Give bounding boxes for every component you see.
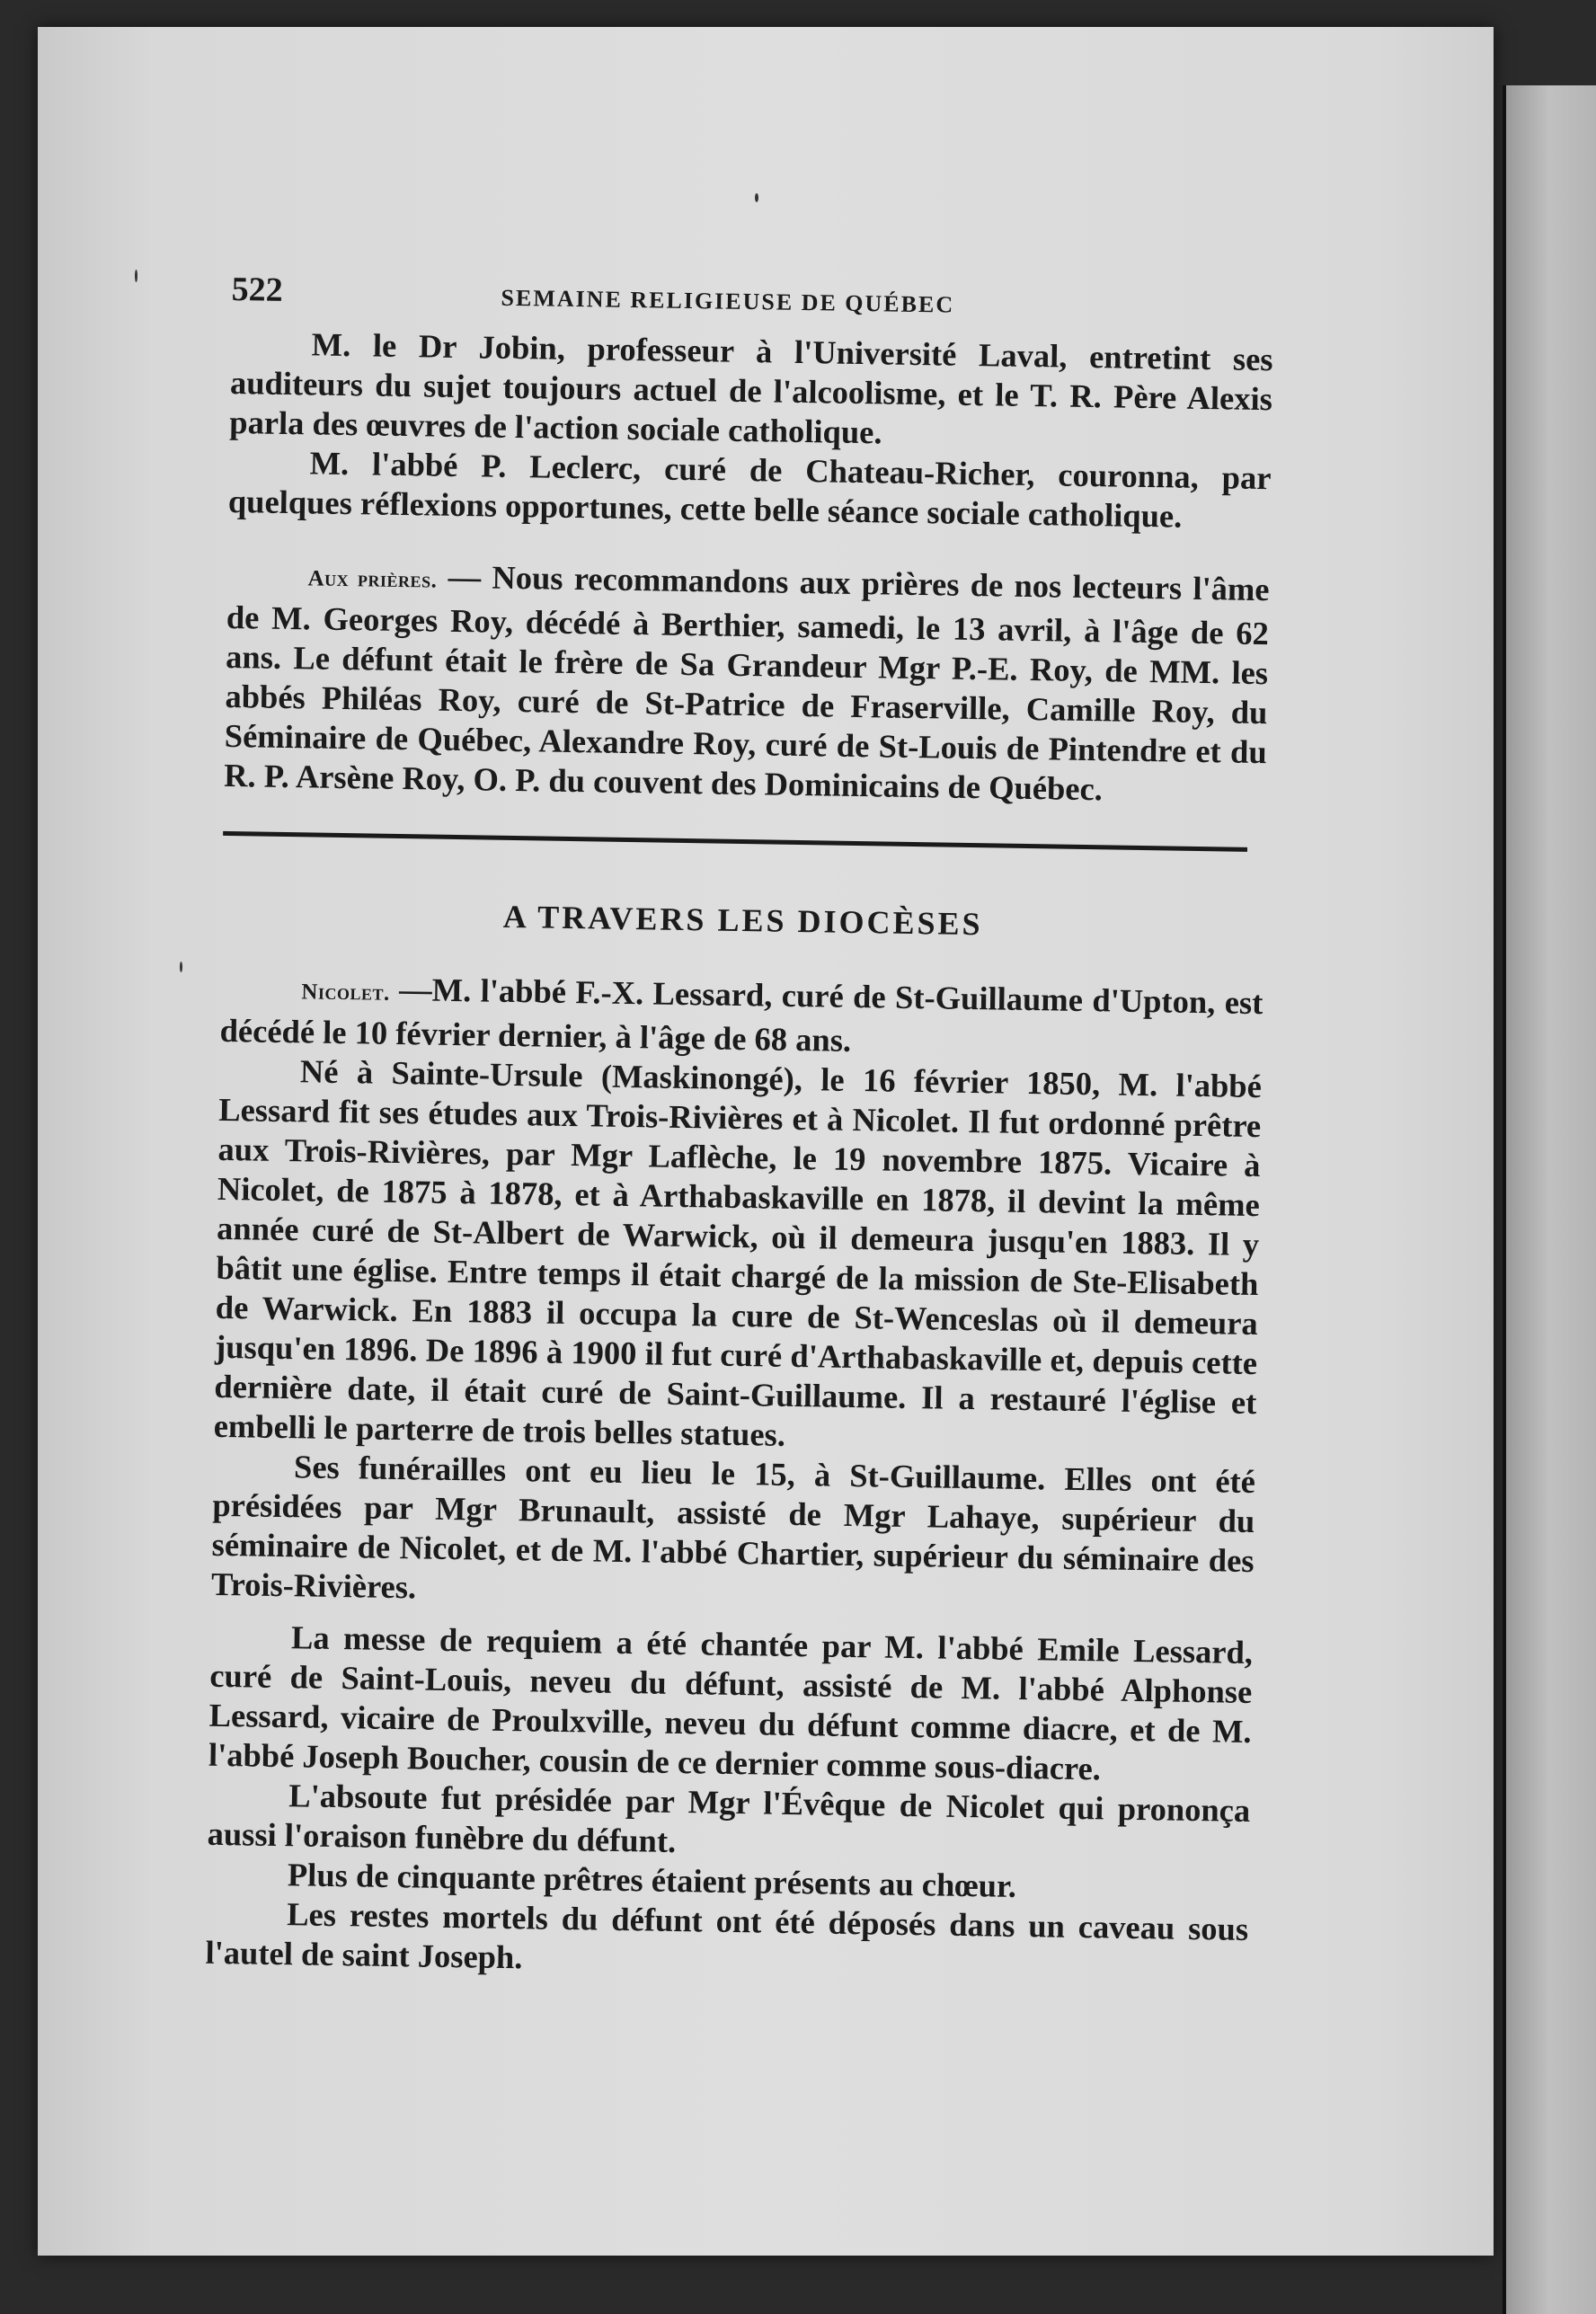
page-number: 522 xyxy=(231,270,283,309)
prayers-lead: Aux prières. xyxy=(307,566,438,593)
nicolet-paragraph xyxy=(219,967,1263,1067)
paragraph: M. le Dr Jobin, professeur à l'Université Laval, entretint ses auditeurs du sujet toujours actuel de l'alcoolisme, et le T. R. Père Alexis parla des œuvres de l'action sociale catholique. xyxy=(229,325,1273,451)
nicolet-lead: Nicolet. xyxy=(301,980,390,1006)
paragraph: Ses funérailles ont eu lieu le 15, à St-Guillaume. Elles ont été présidées par Mgr Brunault, assisté de Mgr Lahaye, supérieur du séminaire de Nicolet, et de M. l'abbé Chartier, supérieur du séminaire des Trois-Rivières. xyxy=(210,1448,1256,1606)
paragraph: Les restes mortels du défunt ont été déposés dans un caveau sous l'autel de saint Joseph. xyxy=(205,1895,1249,1976)
running-head: SEMAINE RELIGIEUSE DE QUÉBEC xyxy=(501,284,955,318)
prayers-text: — Nous recommandons aux prières de nos lecteurs l'âme de M. Georges Roy, décédé à Berthier, samedi, le 13 avril, à l'âge de 62 ans. Le défunt était le frère de Sa Grandeur Mgr P.-E. Roy, de MM. les abbés Philéas Roy, curé de St-Patrice de Fraserville, Camille Roy, du Séminaire de Québec, Alexandre Roy, curé de St-Louis de Pintendre et du R. P. Arsène Roy, O. P. du couvent des Dominicains de Québec. xyxy=(223,557,1270,808)
scan-speck xyxy=(135,270,137,282)
paragraph: M. l'abbé P. Leclerc, curé de Chateau-Richer, couronna, par quelques réflexions opportunes, cette belle séance sociale catholique. xyxy=(227,444,1272,535)
nicolet-text: —M. l'abbé F.-X. Lessard, curé de St-Guillaume d'Upton, est décédé le 10 février dernier, à l'âge de 68 ans. xyxy=(219,970,1264,1059)
section-title: A TRAVERS LES DIOCÈSES xyxy=(502,898,983,943)
paragraph: Né à Sainte-Ursule (Maskinongé), le 16 février 1850, M. l'abbé Lessard fit ses études aux Trois-Rivières et à Nicolet. Il fut ordonné prêtre aux Trois-Rivières, par Mgr Laflèche, le 19 novembre 1875. Vicaire à Nicolet, de 1875 à 1878, et à Arthabaskaville en 1878, il devint la même année curé de St-Albert de Warwick, où il demeura jusqu'en 1883. Il y bâtit une église. Entre temps il était chargé de la mission de Ste-Elisabeth de Warwick. En 1883 il occupa la cure de St-Wenceslas où il demeura jusqu'en 1896. De 1896 à 1900 il fut curé d'Arthabaskaville et, depuis cette dernière date, il était curé de Saint-Guillaume. Il a restauré l'église et embelli le parterre de trois belles statues. xyxy=(213,1052,1263,1453)
page-content xyxy=(205,270,1274,1989)
facing-page-edge xyxy=(1503,85,1596,2314)
paragraph: Plus de cinquante prêtres étaient présents au chœur. xyxy=(287,1856,1017,1904)
prayers-paragraph xyxy=(224,554,1270,811)
scan-speck xyxy=(755,193,758,202)
section-rule xyxy=(223,831,1247,852)
paragraph: La messe de requiem a été chantée par M. l'abbé Emile Lessard, curé de Saint-Louis, neveu du défunt, assisté de M. l'abbé Alphonse Lessard, vicaire de Proulxville, neveu du défunt comme diacre, et de M. l'abbé Joseph Boucher, cousin de ce dernier comme sous-diacre. xyxy=(208,1618,1254,1787)
scan-speck xyxy=(180,962,182,972)
paragraph: L'absoute fut présidée par Mgr l'Évêque de Nicolet qui prononça aussi l'oraison funèbre du défunt. xyxy=(207,1777,1251,1859)
